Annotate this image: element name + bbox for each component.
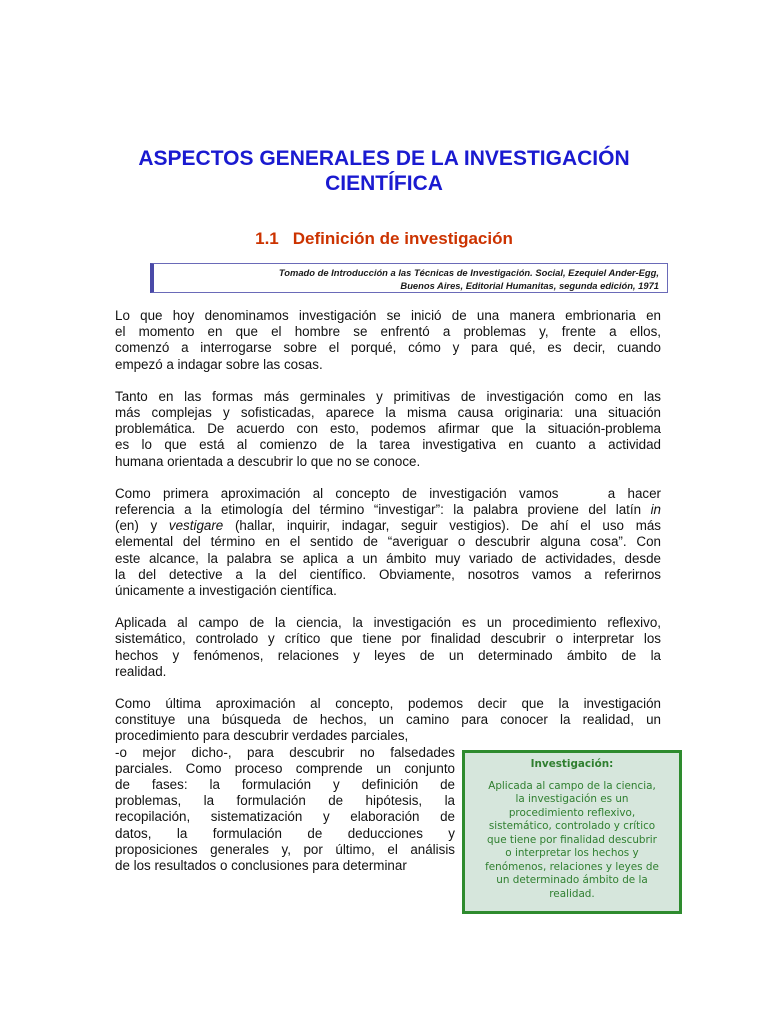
paragraph-2: [115, 389, 661, 470]
paragraph-line: recopilación, sistematización y elaboración de: [115, 809, 455, 825]
paragraph-4: [115, 615, 661, 680]
paragraph-line: problemas, la formulación de hipótesis, la: [115, 793, 455, 809]
callout-line: fenómenos, relaciones y leyes de: [485, 860, 659, 873]
paragraph-text: (hallar, inquirir, indagar, seguir vestigios). De ahí el uso más: [223, 518, 661, 534]
paragraph-line: de los resultados o conclusiones para determinar: [115, 858, 407, 874]
paragraph-line: [115, 518, 661, 534]
title-line-2: CIENTÍFICA: [325, 172, 443, 195]
paragraph-line: únicamente a investigación científica.: [115, 583, 337, 599]
callout-line: la investigación es un: [515, 793, 629, 805]
callout-line: que tiene por finalidad descubrir: [487, 833, 657, 846]
latin-word-vestigare: vestigare: [168, 518, 224, 534]
page-title: [100, 146, 668, 196]
paragraph-1: [115, 308, 661, 373]
paragraph-line: empezó a indagar sobre las cosas.: [115, 356, 323, 372]
paragraph-line: es lo que está al comienzo de la tarea investigativa en cuanto a actividad: [115, 437, 661, 453]
title-line-1: ASPECTOS GENERALES DE LA INVESTIGACIÓN: [138, 147, 630, 170]
paragraph-line: más complejas y sofisticadas, aparece la misma causa originaria: una situación: [115, 405, 661, 421]
paragraph-line: datos, la formulación de deducciones y: [115, 825, 455, 841]
paragraph-line: Como primera aproximación al concepto de investigación vamos a hacer: [115, 485, 661, 501]
callout-line: realidad.: [549, 887, 595, 900]
paragraph-3: [115, 486, 661, 599]
paragraph-line: Como última aproximación al concepto, podemos decir que la investigación: [115, 696, 661, 712]
source-line-2: Buenos Aires, Editorial Humanitas, segunda edición, 1971: [400, 280, 659, 291]
paragraph-line: hechos y fenómenos, relaciones y leyes de un determinado ámbito de la: [115, 647, 661, 663]
paragraph-line: sistemático, controlado y crítico que tiene por finalidad descubrir o interpretar los: [115, 631, 661, 647]
callout-line: Aplicada al campo de la ciencia,: [488, 779, 656, 792]
paragraph-line: procedimiento para descubrir verdades parciales,: [115, 728, 409, 744]
paragraph-line: parciales. Como proceso comprende un conjunto: [115, 760, 455, 776]
paragraph-line: el momento en que el hombre se enfrentó a problemas y, frente a ellos,: [115, 324, 661, 340]
callout-line: un determinado ámbito de la: [496, 874, 648, 886]
callout-body: [471, 780, 673, 902]
source-line-1: Tomado de Introducción a las Técnicas de Investigación. Social, Ezequiel Ander-Egg,: [278, 267, 659, 278]
paragraph-line: realidad.: [115, 663, 167, 679]
paragraph-text: referencia a la etimología del término “investigar”: la palabra proviene del latín: [115, 502, 651, 518]
callout-title: Investigación:: [530, 758, 614, 770]
paragraph-line: -o mejor dicho-, para descubrir no falsedades: [115, 744, 455, 760]
paragraph-line: humana orientada a descubrir lo que no se conoce.: [115, 453, 421, 469]
paragraph-line: proposiciones generales y, por último, el análisis: [115, 841, 455, 857]
section-title: Definición de investigación: [292, 229, 513, 248]
paragraph-line: comenzó a interrogarse sobre el porqué, cómo y para qué, es decir, cuando: [115, 340, 661, 356]
paragraph-text: (en) y: [115, 518, 169, 534]
section-heading: [0, 228, 768, 250]
source-citation-box: [150, 263, 668, 293]
paragraph-line: de fases: la formulación y definición de: [115, 777, 455, 793]
paragraph-line: la del detective a la del científico. Obviamente, nosotros vamos a referirnos: [115, 566, 661, 582]
paragraph-line: elemental del término en el sentido de “averiguar o descubrir alguna cosa”. Con: [115, 534, 661, 550]
paragraph-line: este alcance, la palabra se aplica a un ámbito muy variado de actividades, desde: [115, 550, 661, 566]
paragraph-line: Tanto en las formas más germinales y primitivas de investigación como en las: [115, 388, 661, 404]
section-number: 1.1: [255, 229, 279, 248]
latin-word-in: in: [650, 502, 661, 518]
callout-line: o interpretar los hechos y: [505, 847, 639, 859]
paragraph-line: problemática. De acuerdo con esto, podemos afirmar que la situación-problema: [115, 421, 661, 437]
paragraph-line: [115, 502, 661, 518]
paragraph-line: Lo que hoy denominamos investigación se inició de una manera embrionaria en: [115, 308, 661, 323]
paragraph-line: Aplicada al campo de la ciencia, la investigación es un procedimiento reflexivo,: [115, 615, 661, 631]
definition-callout-box: [462, 750, 682, 914]
callout-line: procedimiento reflexivo,: [508, 806, 636, 819]
callout-line: sistemático, controlado y crítico: [488, 820, 656, 832]
paragraph-line: constituye una búsqueda de hechos, un camino para conocer la realidad, un: [115, 712, 661, 728]
